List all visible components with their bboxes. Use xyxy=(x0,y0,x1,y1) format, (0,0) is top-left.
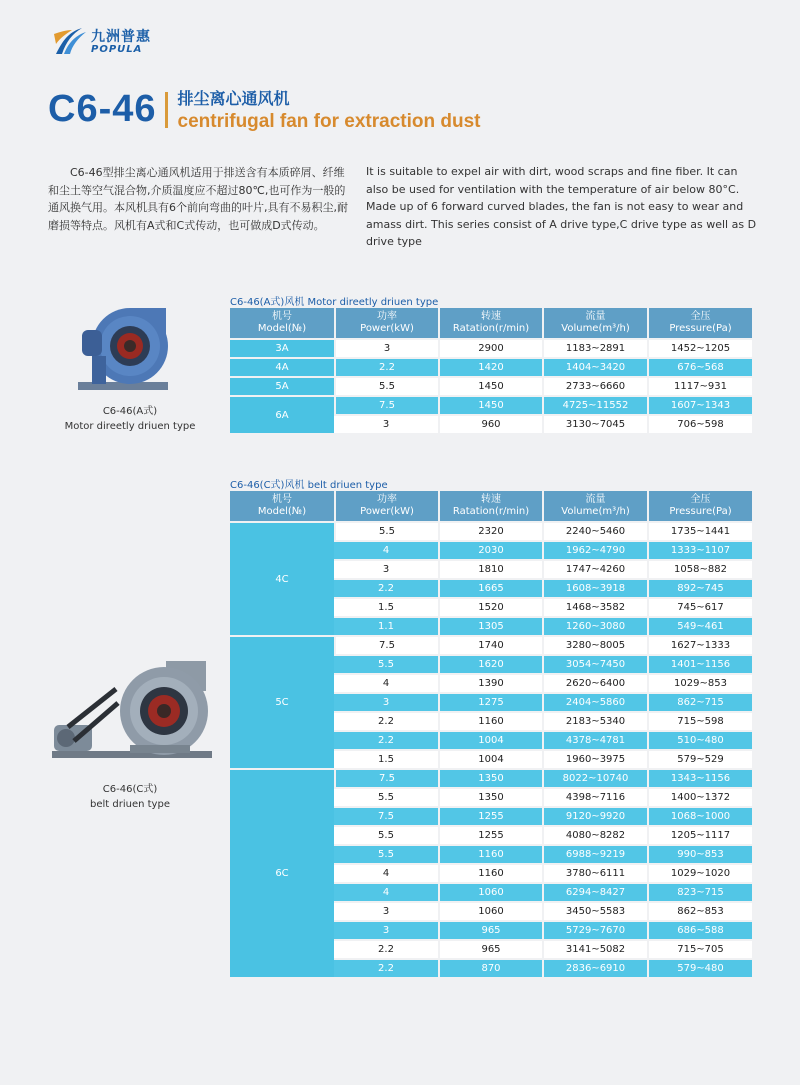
data-cell: 1205~1117 xyxy=(647,827,752,844)
data-cell: 579~480 xyxy=(647,960,752,977)
data-cell: 2900 xyxy=(438,340,542,357)
data-cell: 1608~3918 xyxy=(542,580,647,597)
column-header-en: Model(№) xyxy=(257,323,307,334)
data-cell: 5.5 xyxy=(334,846,438,863)
column-header xyxy=(542,491,647,521)
data-cell: 1004 xyxy=(438,751,542,768)
data-cell: 1401~1156 xyxy=(647,656,752,673)
data-cell: 862~715 xyxy=(647,694,752,711)
column-header-en: Power(kW) xyxy=(360,323,414,334)
fan-c-caption-model: C6-46(C式) xyxy=(102,784,158,795)
table-row xyxy=(230,637,752,654)
data-cell: 2320 xyxy=(438,523,542,540)
data-cell: 579~529 xyxy=(647,751,752,768)
data-cell: 3 xyxy=(334,903,438,920)
data-cell: 5.5 xyxy=(334,523,438,540)
data-cell: 2.2 xyxy=(334,713,438,730)
table-header-row xyxy=(230,491,752,521)
column-header-cn: 流量 xyxy=(585,311,606,322)
column-header-en: Volume(m³/h) xyxy=(561,323,630,334)
data-cell: 2.2 xyxy=(334,732,438,749)
column-header-cn: 功率 xyxy=(377,311,397,322)
data-cell: 1255 xyxy=(438,808,542,825)
column-header xyxy=(438,308,542,338)
model-cell: 4A xyxy=(230,359,334,376)
fan-a-caption-model: C6-46(A式) xyxy=(102,406,158,417)
data-cell: 1665 xyxy=(438,580,542,597)
brand-logo xyxy=(52,24,151,60)
data-cell: 1068~1000 xyxy=(647,808,752,825)
data-cell: 2.2 xyxy=(334,941,438,958)
data-cell: 3 xyxy=(334,922,438,939)
data-cell: 5.5 xyxy=(334,789,438,806)
brand-name-en: POPULA xyxy=(91,43,143,55)
data-cell: 1004 xyxy=(438,732,542,749)
data-cell: 4 xyxy=(334,865,438,882)
data-cell: 4378~4781 xyxy=(542,732,647,749)
data-cell: 6988~9219 xyxy=(542,846,647,863)
column-header-en: Volume(m³/h) xyxy=(561,506,630,517)
table-a-title: C6-46(A式)风机 Motor direetly driuen type xyxy=(230,297,439,308)
data-cell: 1160 xyxy=(438,713,542,730)
data-cell: 1735~1441 xyxy=(647,523,752,540)
model-name: C6-46 xyxy=(48,88,157,130)
data-cell: 1333~1107 xyxy=(647,542,752,559)
column-header-en: Model(№) xyxy=(257,506,307,517)
column-header-cn: 全压 xyxy=(690,311,711,322)
title-cn: 排尘离心通风机 xyxy=(177,89,290,108)
page-title xyxy=(48,86,480,133)
data-cell: 1468~3582 xyxy=(542,599,647,616)
data-cell: 2030 xyxy=(438,542,542,559)
column-header xyxy=(334,491,438,521)
column-header-cn: 功率 xyxy=(377,494,397,505)
column-header xyxy=(438,491,542,521)
data-cell: 2183~5340 xyxy=(542,713,647,730)
popula-logo-icon xyxy=(52,24,88,60)
model-cell: 6A xyxy=(230,397,334,433)
table-row xyxy=(230,378,752,395)
data-cell: 676~568 xyxy=(647,359,752,376)
table-row xyxy=(230,770,752,787)
column-header-cn: 转速 xyxy=(481,311,501,322)
data-cell: 2.2 xyxy=(334,359,438,376)
data-cell: 960 xyxy=(438,416,542,433)
data-cell: 1255 xyxy=(438,827,542,844)
data-cell: 4398~7116 xyxy=(542,789,647,806)
table-row xyxy=(230,340,752,357)
data-cell: 1160 xyxy=(438,846,542,863)
data-cell: 1350 xyxy=(438,770,542,787)
data-cell: 2620~6400 xyxy=(542,675,647,692)
model-cell: 3A xyxy=(230,340,334,357)
model-cell: 5C xyxy=(230,637,334,768)
data-cell: 1390 xyxy=(438,675,542,692)
model-cell: 5A xyxy=(230,378,334,395)
data-cell: 7.5 xyxy=(334,637,438,654)
data-cell: 1350 xyxy=(438,789,542,806)
data-cell: 1.5 xyxy=(334,751,438,768)
data-cell: 7.5 xyxy=(334,808,438,825)
data-cell: 1343~1156 xyxy=(647,770,752,787)
data-cell: 5729~7670 xyxy=(542,922,647,939)
column-header-en: Ratation(r/min) xyxy=(452,323,530,334)
data-cell: 4 xyxy=(334,675,438,692)
data-cell: 7.5 xyxy=(334,770,438,787)
data-cell: 1029~853 xyxy=(647,675,752,692)
column-header xyxy=(230,308,334,338)
column-header-cn: 机号 xyxy=(272,494,292,505)
fan-c-type-image xyxy=(46,655,216,770)
column-header xyxy=(647,308,752,338)
data-cell: 4080~8282 xyxy=(542,827,647,844)
data-cell: 862~853 xyxy=(647,903,752,920)
model-cell: 4C xyxy=(230,523,334,635)
data-cell: 706~598 xyxy=(647,416,752,433)
data-cell: 1962~4790 xyxy=(542,542,647,559)
data-cell: 965 xyxy=(438,941,542,958)
data-cell: 3780~6111 xyxy=(542,865,647,882)
data-cell: 2733~6660 xyxy=(542,378,647,395)
fan-a-caption xyxy=(50,404,210,434)
data-cell: 1452~1205 xyxy=(647,340,752,357)
data-cell: 1275 xyxy=(438,694,542,711)
data-cell: 3054~7450 xyxy=(542,656,647,673)
data-cell: 8022~10740 xyxy=(542,770,647,787)
data-cell: 2240~5460 xyxy=(542,523,647,540)
column-header-en: Pressure(Pa) xyxy=(669,323,732,334)
data-cell: 1607~1343 xyxy=(647,397,752,414)
data-cell: 7.5 xyxy=(334,397,438,414)
table-c-title: C6-46(C式)风机 belt driuen type xyxy=(230,480,388,491)
intro-cn: C6-46型排尘离心通风机适用于排送含有本质碎屑、纤维和尘土等空气混合物,介质温度应不超过80℃,也可作为一般的通风换气用。本风机具有6个前向弯曲的叶片,具有不易积尘,耐磨损等特点。风机有A式和C式传动，也可做成D式传动。 xyxy=(48,166,348,232)
data-cell: 1.1 xyxy=(334,618,438,635)
table-row xyxy=(230,359,752,376)
column-header-cn: 转速 xyxy=(481,494,501,505)
column-header-en: Pressure(Pa) xyxy=(669,506,732,517)
data-cell: 990~853 xyxy=(647,846,752,863)
data-cell: 3280~8005 xyxy=(542,637,647,654)
column-header xyxy=(647,491,752,521)
column-header xyxy=(542,308,647,338)
column-header-en: Ratation(r/min) xyxy=(452,506,530,517)
data-cell: 2404~5860 xyxy=(542,694,647,711)
column-header xyxy=(230,491,334,521)
column-header-cn: 机号 xyxy=(272,311,292,322)
column-header-cn: 流量 xyxy=(585,494,606,505)
data-cell: 3 xyxy=(334,416,438,433)
data-cell: 3141~5082 xyxy=(542,941,647,958)
data-cell: 5.5 xyxy=(334,378,438,395)
data-cell: 3450~5583 xyxy=(542,903,647,920)
data-cell: 1117~931 xyxy=(647,378,752,395)
data-cell: 1960~3975 xyxy=(542,751,647,768)
data-cell: 2.2 xyxy=(334,580,438,597)
table-c xyxy=(230,489,752,979)
model-cell: 6C xyxy=(230,770,334,977)
data-cell: 1450 xyxy=(438,397,542,414)
table-a xyxy=(230,306,752,435)
data-cell: 686~588 xyxy=(647,922,752,939)
data-cell: 6294~8427 xyxy=(542,884,647,901)
intro-en: It is suitable to expel air with dirt, wood scraps and fine fiber. It can also be used for ventilation with the temperature of air below 80°C. Made up of 6 forward curved blades, the fan is not easy to wear and amass dirt. This series consist of A drive type,C drive type as well as D drive type xyxy=(366,165,757,248)
data-cell: 549~461 xyxy=(647,618,752,635)
data-cell: 1400~1372 xyxy=(647,789,752,806)
data-cell: 1747~4260 xyxy=(542,561,647,578)
data-cell: 1060 xyxy=(438,903,542,920)
table-row xyxy=(230,397,752,414)
data-cell: 3 xyxy=(334,340,438,357)
data-cell: 1810 xyxy=(438,561,542,578)
data-cell: 745~617 xyxy=(647,599,752,616)
data-cell: 1160 xyxy=(438,865,542,882)
data-cell: 3 xyxy=(334,694,438,711)
fan-c-caption xyxy=(50,782,210,812)
data-cell: 1404~3420 xyxy=(542,359,647,376)
data-cell: 715~705 xyxy=(647,941,752,958)
data-cell: 5.5 xyxy=(334,827,438,844)
column-header xyxy=(334,308,438,338)
title-divider xyxy=(165,92,168,128)
title-en: centrifugal fan for extraction dust xyxy=(177,111,481,132)
data-cell: 1520 xyxy=(438,599,542,616)
data-cell: 1305 xyxy=(438,618,542,635)
column-header-cn: 全压 xyxy=(690,494,711,505)
data-cell: 2836~6910 xyxy=(542,960,647,977)
data-cell: 4 xyxy=(334,542,438,559)
data-cell: 1058~882 xyxy=(647,561,752,578)
table-row xyxy=(230,523,752,540)
data-cell: 3130~7045 xyxy=(542,416,647,433)
data-cell: 715~598 xyxy=(647,713,752,730)
data-cell: 1620 xyxy=(438,656,542,673)
data-cell: 1060 xyxy=(438,884,542,901)
data-cell: 1450 xyxy=(438,378,542,395)
data-cell: 1627~1333 xyxy=(647,637,752,654)
data-cell: 870 xyxy=(438,960,542,977)
data-cell: 9120~9920 xyxy=(542,808,647,825)
brand-name-cn: 九洲普惠 xyxy=(91,28,151,45)
column-header-en: Power(kW) xyxy=(360,506,414,517)
data-cell: 965 xyxy=(438,922,542,939)
data-cell: 2.2 xyxy=(334,960,438,977)
table-header-row xyxy=(230,308,752,338)
data-cell: 1029~1020 xyxy=(647,865,752,882)
data-cell: 1420 xyxy=(438,359,542,376)
data-cell: 892~745 xyxy=(647,580,752,597)
data-cell: 1.5 xyxy=(334,599,438,616)
fan-a-type-image xyxy=(74,300,180,396)
data-cell: 510~480 xyxy=(647,732,752,749)
fan-c-caption-type: belt driuen type xyxy=(90,799,170,810)
data-cell: 1740 xyxy=(438,637,542,654)
data-cell: 823~715 xyxy=(647,884,752,901)
data-cell: 4725~11552 xyxy=(542,397,647,414)
data-cell: 1260~3080 xyxy=(542,618,647,635)
fan-a-caption-type: Motor direetly driuen type xyxy=(64,421,196,432)
data-cell: 3 xyxy=(334,561,438,578)
data-cell: 1183~2891 xyxy=(542,340,647,357)
data-cell: 5.5 xyxy=(334,656,438,673)
data-cell: 4 xyxy=(334,884,438,901)
